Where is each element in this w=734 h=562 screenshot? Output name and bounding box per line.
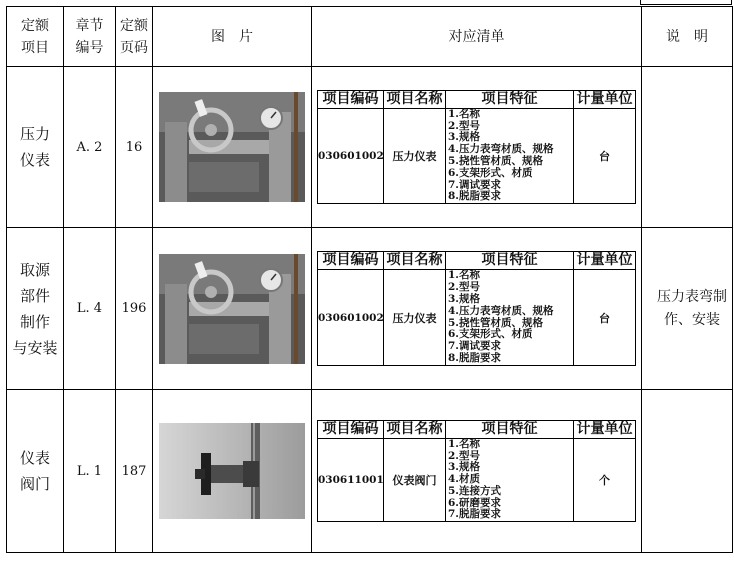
inner-header-unit: 计量单位: [574, 90, 636, 108]
inner-header-unit: 计量单位: [574, 420, 636, 438]
chapter-number: A. 2: [64, 67, 116, 228]
item-name: 取源 部件 制作 与安装: [7, 228, 64, 390]
unit: 台: [574, 108, 636, 203]
bill-item-name: 压力仪表: [384, 108, 446, 203]
inner-header-code: 项目编码: [318, 420, 384, 438]
inner-header-code: 项目编码: [318, 252, 384, 270]
inner-header-name: 项目名称: [384, 90, 446, 108]
inner-header-unit: 计量单位: [574, 252, 636, 270]
header-item: 定额 项目: [7, 7, 64, 67]
quota-table: [6, 6, 733, 553]
header-page: 定额 页码: [116, 7, 153, 67]
page-number: 16: [116, 67, 153, 228]
image-cell: [153, 228, 312, 390]
unit: 个: [574, 438, 636, 522]
unit: 台: [574, 270, 636, 365]
inner-header-name: 项目名称: [384, 420, 446, 438]
header-note: 说 明: [642, 7, 733, 67]
bill-item-name: 压力仪表: [384, 270, 446, 365]
page-number: 187: [116, 390, 153, 553]
table-row: [7, 228, 733, 390]
header-image: 图 片: [153, 7, 312, 67]
header-row: [7, 7, 733, 67]
header-list: 对应清单: [312, 7, 642, 67]
inner-header-feature: 项目特征: [446, 420, 574, 438]
item-code: 030611001: [318, 438, 384, 522]
pressure-gauge-photo: [159, 92, 305, 202]
item-features: 1.名称 2.型号 3.规格 4.压力表弯材质、规格 5.挠性管材质、规格 6.支架形式、材质 7.调试要求 8.脱脂要求: [446, 108, 574, 203]
item-name: 压力 仪表: [7, 67, 64, 228]
item-code: 030601002: [318, 108, 384, 203]
image-cell: [153, 390, 312, 553]
header-chapter: 章节 编号: [64, 7, 116, 67]
item-features: 1.名称 2.型号 3.规格 4.压力表弯材质、规格 5.挠性管材质、规格 6.支架形式、材质 7.调试要求 8.脱脂要求: [446, 270, 574, 365]
bill-table: [317, 90, 636, 204]
bill-table: [317, 251, 636, 365]
table-row: [7, 390, 733, 553]
list-cell: [312, 67, 642, 228]
corner-box: [640, 0, 732, 5]
item-name: 仪表 阀门: [7, 390, 64, 553]
pressure-gauge-photo: [159, 254, 305, 364]
chapter-number: L. 4: [64, 228, 116, 390]
bill-item-name: 仪表阀门: [384, 438, 446, 522]
inner-header-code: 项目编码: [318, 90, 384, 108]
item-features: 1.名称 2.型号 3.规格 4.材质 5.连接方式 6.研磨要求 7.脱脂要求: [446, 438, 574, 522]
list-cell: [312, 390, 642, 553]
note-cell: [642, 67, 733, 228]
note-cell: 压力表弯制 作、安装: [642, 228, 733, 390]
note-cell: [642, 390, 733, 553]
table-row: [7, 67, 733, 228]
inner-header-feature: 项目特征: [446, 90, 574, 108]
image-cell: [153, 67, 312, 228]
list-cell: [312, 228, 642, 390]
chapter-number: L. 1: [64, 390, 116, 553]
item-code: 030601002: [318, 270, 384, 365]
inner-header-name: 项目名称: [384, 252, 446, 270]
inner-header-feature: 项目特征: [446, 252, 574, 270]
instrument-valve-photo: [159, 423, 305, 519]
page-number: 196: [116, 228, 153, 390]
bill-table: [317, 420, 636, 523]
